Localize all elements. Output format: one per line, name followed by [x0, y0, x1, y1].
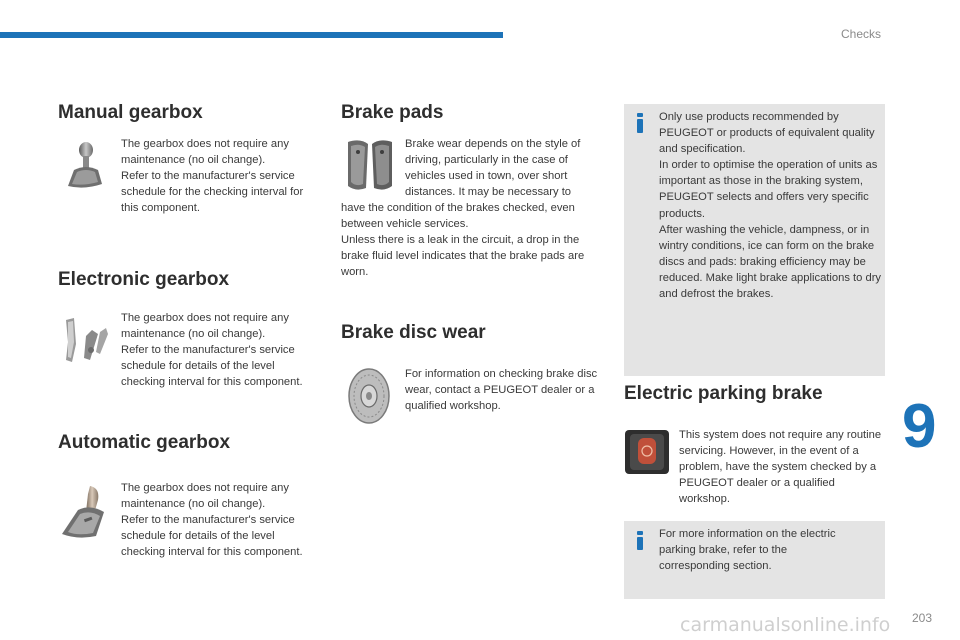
brake-disc-icon: [347, 368, 391, 424]
electronic-gearbox-text: The gearbox does not require any maintenance (no oil change). Refer to the manufacturer's service schedule for details of the level checking interval for this component.: [121, 312, 303, 389]
chapter-number: 9: [902, 392, 937, 461]
brake-pads-icon: [344, 138, 396, 192]
electronic-gearbox-title: Electronic gearbox: [58, 269, 230, 290]
info-icon-dot: [637, 531, 643, 535]
info-icon: [637, 537, 643, 550]
info-box-products: [624, 104, 885, 376]
automatic-gearbox-text: The gearbox does not require any maintenance (no oil change). Refer to the manufacturer's service schedule for details of the level checking interval for this component.: [121, 482, 303, 559]
brake-pads-title: Brake pads: [341, 102, 444, 123]
info-products-text: Only use products recommended by PEUGEOT or products of equivalent quality and specification. In order to optimise the operation of units as important as those in the braking system, PEUGEOT selects and offers very specific products. After washing the vehicle, dampness, or in wintry conditions, ice can form on the brake discs and pads: braking efficiency may be reduced. Make light brake applications to dry and defrost the brakes.: [659, 111, 882, 301]
info-box-parking-brake: [624, 521, 885, 599]
electronic-gearbox-paddles-icon: [62, 314, 110, 366]
info-parking-text: For more information on the electric parking brake, refer to the corresponding section.: [659, 528, 836, 573]
automatic-gearbox-title: Automatic gearbox: [58, 432, 231, 453]
manual-gearbox-icon: [62, 140, 104, 190]
manual-gearbox-text: The gearbox does not require any maintenance (no oil change). Refer to the manufacturer's service schedule for the checking interval for this component.: [121, 138, 304, 215]
brake-pads-text-intro: Brake wear depends on the style of driving, particularly in the case of vehicles used in town, over short distances. It may be necessary to: [405, 138, 581, 199]
header-accent-bar: [0, 32, 503, 38]
brake-disc-wear-text: For information on checking brake disc wear, contact a PEUGEOT dealer or a qualified workshop.: [405, 368, 598, 413]
brake-disc-wear-title: Brake disc wear: [341, 322, 486, 343]
brake-pads-text: have the condition of the brakes checked, even between vehicle services. Unless there is a leak in the circuit, a drop in the brake fluid level indicates that the brake pads are worn.: [341, 202, 585, 279]
parking-brake-button-icon: [624, 429, 670, 475]
electric-parking-brake-title: Electric parking brake: [624, 383, 823, 404]
electric-parking-brake-text: This system does not require any routine servicing. However, in the event of a problem, have the system checked by a PEUGEOT dealer or a qualified workshop.: [679, 429, 882, 506]
manual-gearbox-title: Manual gearbox: [58, 102, 203, 123]
watermark: carmanualsonline.info: [680, 614, 891, 636]
page-number: 203: [912, 611, 933, 625]
automatic-gearbox-selector-icon: [60, 484, 110, 540]
info-icon-dot: [637, 113, 643, 117]
info-icon: [637, 119, 643, 133]
chapter-name: Checks: [841, 27, 882, 41]
